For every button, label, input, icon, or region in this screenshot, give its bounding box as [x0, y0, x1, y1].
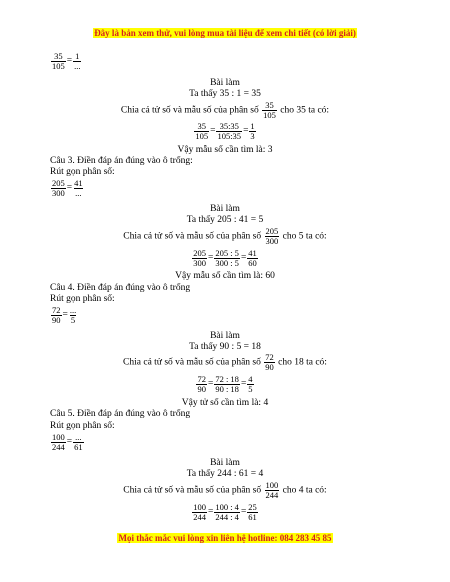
q2-calculation: $\frac{35}{105}$ = $\frac{35:35}{105:35}$ = $\frac{1}{3}$	[195, 121, 255, 141]
preview-notice: Đây là bản xem thử, vui lòng mua tài liệu để xem chi tiết (có lời giải)	[94, 28, 356, 38]
q5-heading: Bài làm	[210, 458, 240, 468]
q5-instruction: Rút gọn phân số:	[50, 421, 115, 431]
q4-step1: Ta thấy 90 : 5 = 18	[189, 342, 261, 352]
q2-step2: Chia cả tử số và mẫu số của phân số $\frac{35}{105}$ cho 35 ta có:	[120, 100, 330, 120]
q2-answer: Vậy mẫu số cần tìm là: 3	[177, 145, 273, 155]
q4-prompt-fraction: $\frac{72}{90}$ = $\frac{...}{5}$	[52, 305, 77, 325]
q4-title: Câu 4. Điền đáp án đúng vào ô trống	[50, 283, 191, 293]
q4-calculation: $\frac{72}{90}$ = $\frac{72 : 18}{90 : 18}$ = $\frac{4}{5}$	[197, 374, 253, 394]
q2-prompt-fraction: $\frac{35}{105}$ = $\frac{1}{...}$	[52, 51, 81, 71]
hotline-footer: Mọi thắc mắc vui lòng xin liên hệ hotline: 084 283 45 85	[118, 533, 332, 543]
q5-step2: Chia cả tử số và mẫu số của phân số $\frac{100}{244}$ cho 4 ta có:	[123, 480, 327, 500]
q3-calculation: $\frac{205}{300}$ = $\frac{205 : 5}{300 : 5}$ = $\frac{41}{60}$	[193, 248, 257, 268]
q4-heading: Bài làm	[210, 331, 240, 341]
q4-instruction: Rút gọn phân số:	[50, 294, 115, 304]
q3-heading: Bài làm	[210, 204, 240, 214]
q3-prompt-fraction: $\frac{205}{300}$ = $\frac{41}{...}$	[52, 178, 83, 198]
q3-instruction: Rút gọn phân số:	[50, 167, 115, 177]
q2-step1: Ta thấy 35 : 1 = 35	[189, 89, 261, 99]
q3-step2: Chia cả tử số và mẫu số của phân số $\frac{205}{300}$ cho 5 ta có:	[123, 226, 327, 246]
q2-heading: Bài làm	[210, 78, 240, 88]
q4-step2: Chia cả tử số và mẫu số của phân số $\frac{72}{90}$ cho 18 ta có:	[123, 352, 327, 372]
q4-answer: Vậy tử số cần tìm là: 4	[181, 398, 269, 408]
q5-title: Câu 5. Điền đáp án đúng vào ô trống	[50, 409, 191, 419]
q3-answer: Vậy mẫu số cần tìm là: 60	[175, 271, 275, 281]
q3-title: Câu 3. Điền đáp án đúng vào ô trống:	[50, 156, 193, 166]
q5-calculation: $\frac{100}{244}$ = $\frac{100 : 4}{244 : 4}$ = $\frac{25}{61}$	[193, 502, 257, 522]
q5-step1: Ta thấy 244 : 61 = 4	[186, 469, 264, 479]
q3-step1: Ta thấy 205 : 41 = 5	[186, 215, 264, 225]
q5-prompt-fraction: $\frac{100}{244}$ = $\frac{...}{61}$	[52, 432, 83, 452]
